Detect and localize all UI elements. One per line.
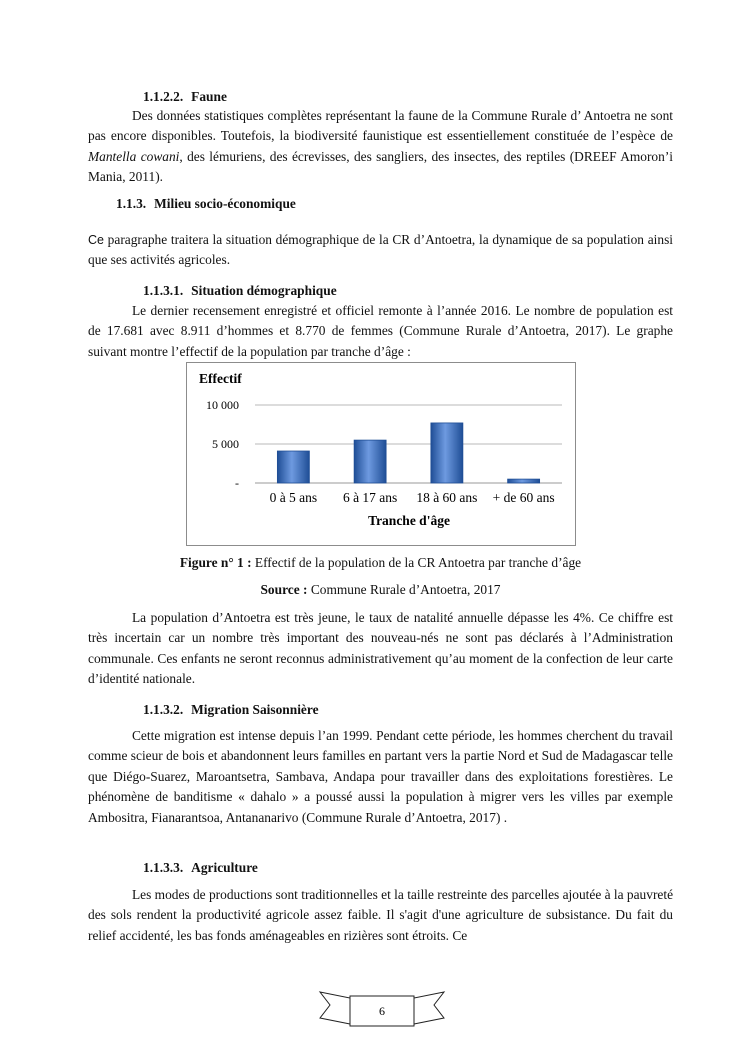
paragraph-migration: Cette migration est intense depuis l’an 1999. Pendant cette période, les hommes cherchent du travail comme scieur de bois et abandonnent leurs familles en partant vers la partie Nord et Sud de Madagascar telle que Diégo-Suarez, Maroantsetra, Sambava, Andapa pour travailler dans des exploitations forestières. Le phénomène de banditisme « dahalo » a poussé aussi la population à migrer vers les villes par exemple Ambositra, Fianarantsoa, Antananarivo (Commune Rurale d’Antoetra, 2017) . xyxy=(88,728,673,825)
chart-svg xyxy=(187,363,575,545)
chart-x-axis-title: Tranche d'âge xyxy=(368,513,450,528)
ribbon-shape xyxy=(318,990,446,1030)
y-tick-label: 5 000 xyxy=(212,437,239,451)
page-number-ribbon xyxy=(318,990,446,1030)
x-tick-label: 6 à 17 ans xyxy=(342,490,398,505)
bar-3 xyxy=(508,479,540,483)
paragraph-milieu-intro: Ce paragraphe traitera la situation démographique de la CR d’Antoetra, la dynamique de sa population ainsi que ses activités agricoles. xyxy=(88,232,673,268)
page-number: 6 xyxy=(379,1004,385,1018)
paragraph-agriculture: Les modes de productions sont traditionnelles et la taille restreinte des parcelles ajoutée à la pauvreté des sols rendent la productivité agricole assez faible. Il s'agit d'une agriculture de subsistance. Du fait du relief accidenté, les bas fonds aménageables en rizières sont étroits. Ce xyxy=(88,887,674,943)
chart-y-axis-title: Effectif xyxy=(199,371,242,386)
x-tick-label: 18 à 60 ans xyxy=(416,490,478,505)
bar-2 xyxy=(431,423,463,483)
heading-situation-demographique: 1.1.3.1. Situation démographique xyxy=(143,283,337,298)
x-tick-label: 0 à 5 ans xyxy=(269,490,318,505)
bar-1 xyxy=(354,440,386,483)
heading-agriculture: 1.1.3.3. Agriculture xyxy=(143,860,258,875)
y-tick-label: 10 000 xyxy=(206,398,239,412)
species-name: Mantella cowani xyxy=(88,148,180,164)
heading-faune: 1.1.2.2. Faune xyxy=(143,89,227,104)
x-tick-label: + de 60 ans xyxy=(492,490,555,505)
figure-source: Source : Commune Rurale d’Antoetra, 2017 xyxy=(260,582,501,597)
figure-caption: Figure n° 1 : Effectif de la population de la CR Antoetra par tranche d’âge xyxy=(179,555,582,570)
paragraph-faune: Des données statistiques complètes représentant la faune de la Commune Rurale d’ Antoetra ne sont pas encore disponibles. Toutefois, la biodiversité faunistique est essentiellement constituée de l’espèce de Mantella cowani, des lémuriens, des écrevisses, des sangliers, des insectes, des reptiles (DREEF Amoron’i Mania, 2011). xyxy=(88,108,674,185)
bar-0 xyxy=(277,451,309,483)
heading-milieu-socio-economique: 1.1.3. Milieu socio-économique xyxy=(116,196,296,211)
heading-migration-saisonniere: 1.1.3.2. Migration Saisonnière xyxy=(143,702,319,717)
paragraph-population: La population d’Antoetra est très jeune, le taux de natalité annuelle dépasse les 4%. Ce chiffre est très incertain car un nombre très important des nouveau-nés ne sont pas déclarés à l’Administration communale. Ces enfants ne seront reconnus administrativement qu’au moment de la confection de leur carte d’identité nationale. xyxy=(88,610,673,687)
paragraph-demographie: Le dernier recensement enregistré et officiel remonte à l’année 2016. Le nombre de population est de 17.681 avec 8.911 d’hommes et 8.770 de femmes (Commune Rurale d’Antoetra, 2017). Le graphe suivant montre l’effectif de la population par tranche d’âge : xyxy=(88,303,673,359)
y-tick-label: - xyxy=(235,476,239,490)
population-bar-chart xyxy=(186,362,576,546)
